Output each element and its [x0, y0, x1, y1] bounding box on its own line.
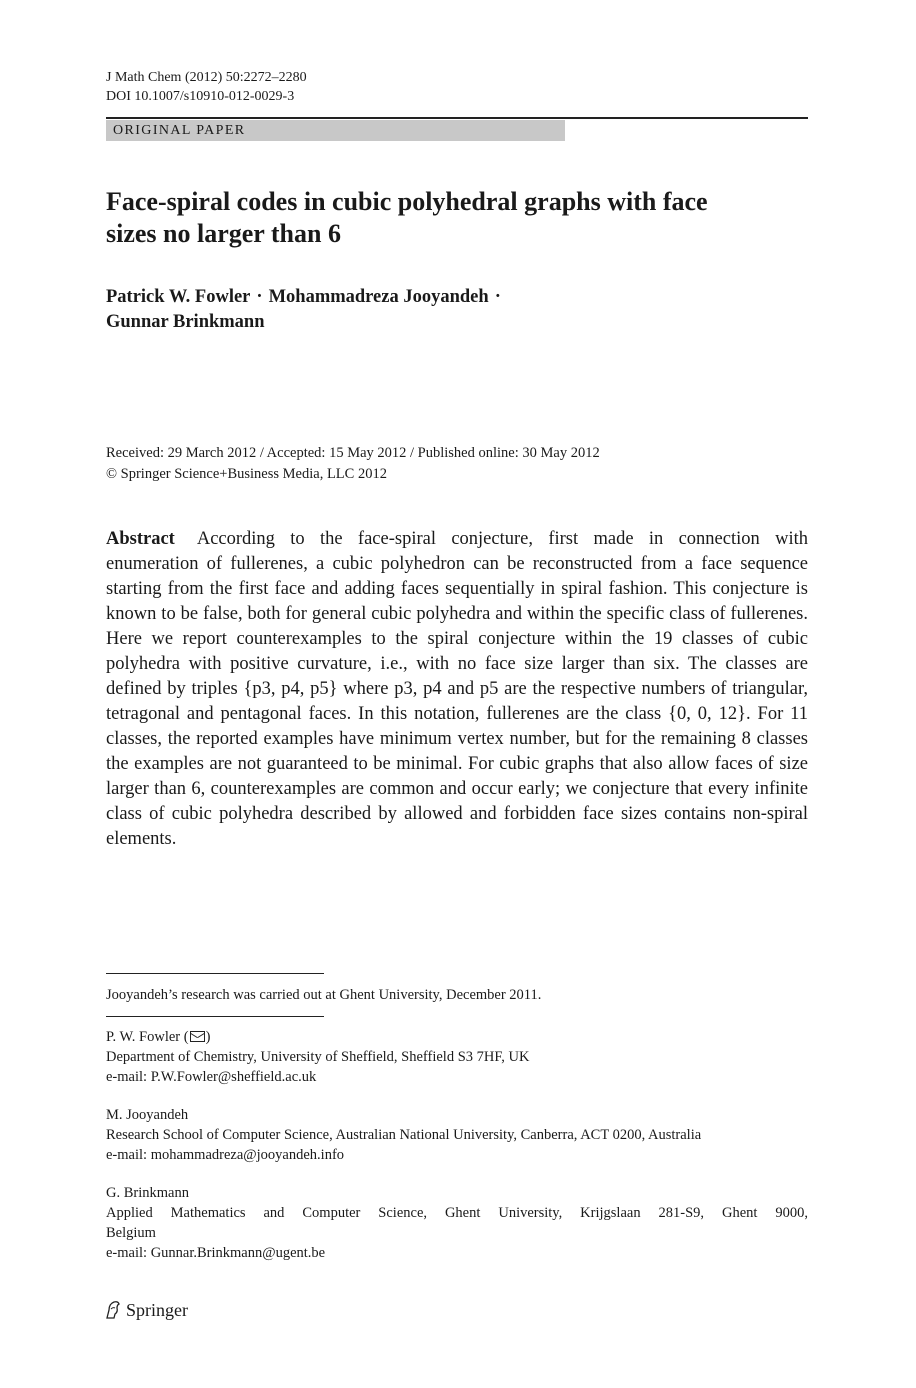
author-list	[106, 285, 666, 335]
publication-dates	[106, 443, 600, 485]
title-line-1: Face-spiral codes in cubic polyhedral graphs with face	[106, 187, 708, 216]
author-separator: ·	[494, 287, 501, 307]
doi: DOI 10.1007/s10910-012-0029-3	[106, 89, 295, 104]
affiliation-email: e-mail: mohammadreza@jooyandeh.info	[106, 1147, 345, 1163]
affiliation-name: M. Jooyandeh	[106, 1107, 189, 1123]
author-name: Mohammadreza Jooyandeh	[268, 287, 489, 307]
affiliation-name: G. Brinkmann	[106, 1185, 189, 1201]
header-rule	[106, 117, 808, 119]
affiliation-department: Research School of Computer Science, Australian National University, Canberra, ACT 0200, Australia	[106, 1127, 702, 1143]
affiliation-email: e-mail: Gunnar.Brinkmann@ugent.be	[106, 1245, 326, 1261]
title-line-2: sizes no larger than 6	[106, 219, 341, 248]
abstract-heading: Abstract	[106, 529, 175, 549]
paper-title	[106, 186, 786, 250]
affiliation-jooyandeh	[106, 1105, 808, 1165]
affiliation-fowler: P. W. Fowler ( ) Department of Chemistry, University of Sheffield, Sheffield S3 7HF, UK e-mail: P.W.Fowler@sheffield.ac.uk	[106, 1027, 808, 1087]
article-type-label: ORIGINAL PAPER	[113, 123, 246, 138]
affiliation-name: P. W. Fowler (	[106, 1029, 189, 1045]
footnote: Jooyandeh’s research was carried out at Ghent University, December 2011.	[106, 987, 542, 1003]
abstract	[106, 527, 808, 852]
affiliation-department: Department of Chemistry, University of Sheffield, Sheffield S3 7HF, UK	[106, 1049, 530, 1065]
author-name: Gunnar Brinkmann	[106, 312, 265, 332]
journal-header	[106, 68, 307, 106]
publisher-logo	[104, 1298, 188, 1322]
affiliation-brinkmann	[106, 1183, 808, 1263]
affiliation-department-cont: Belgium	[106, 1225, 156, 1241]
affiliation-rule	[106, 1016, 324, 1017]
journal-citation: J Math Chem (2012) 50:2272–2280	[106, 70, 307, 85]
footnote-rule	[106, 973, 324, 974]
author-name: Patrick W. Fowler	[106, 287, 251, 307]
affiliation-email: e-mail: P.W.Fowler@sheffield.ac.uk	[106, 1069, 317, 1085]
copyright-notice: © Springer Science+Business Media, LLC 2012	[106, 466, 387, 482]
springer-horse-icon	[104, 1300, 122, 1320]
publisher-name: Springer	[126, 1300, 188, 1320]
date-history: Received: 29 March 2012 / Accepted: 15 May 2012 / Published online: 30 May 2012	[106, 445, 600, 461]
abstract-text: According to the face-spiral conjecture, first made in connection with enumeration of fullerenes, a cubic polyhedron can be reconstructed from a face sequence starting from the first face and adding faces sequentially in spiral fashion. This conjecture is known to be false, both for general cubic polyhedra and within the specific class of fullerenes. Here we report counterexamples to the spiral conjecture within the 19 classes of cubic polyhedra with positive curvature, i.e., with no face size larger than six. The classes are defined by triples {p3, p4, p5} where p3, p4 and p5 are the respective numbers of triangular, tetragonal and pentagonal faces. In this notation, fullerenes are the class {0, 0, 12}. For 11 classes, the reported examples have minimum vertex number, but for the remaining 8 classes the examples are not guaranteed to be minimal. For cubic graphs that also allow faces of size larger than 6, counterexamples are common and occur early; we conjecture that every infinite class of cubic polyhedra described by allowed and forbidden face sizes contains non-spiral elements.	[106, 529, 808, 849]
envelope-icon	[190, 1031, 205, 1042]
author-separator: ·	[256, 287, 263, 307]
affiliation-department: Applied Mathematics and Computer Science, Ghent University, Krijgslaan 281-S9, Ghent 9000,	[106, 1205, 808, 1221]
